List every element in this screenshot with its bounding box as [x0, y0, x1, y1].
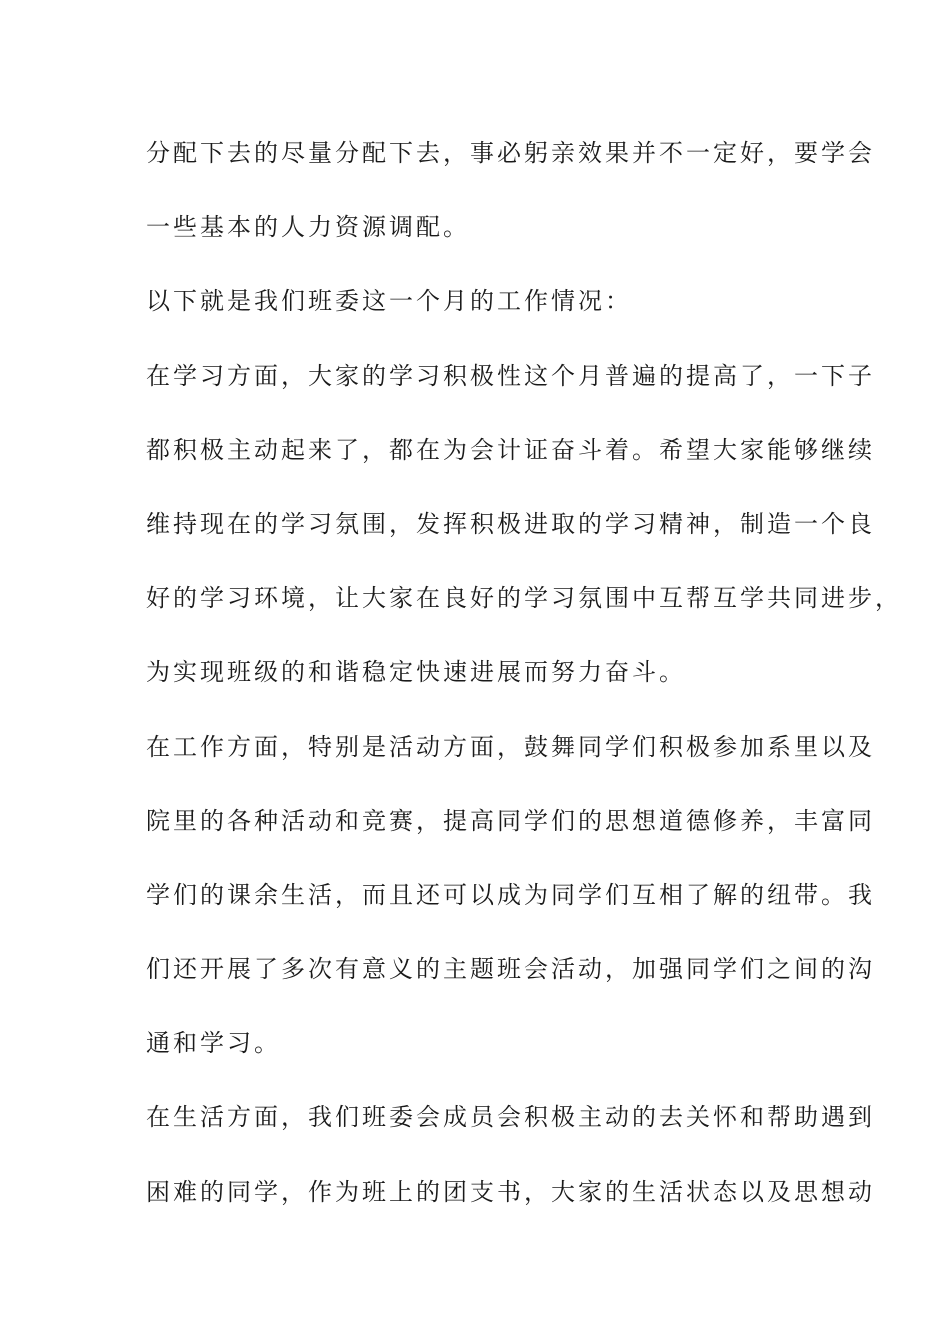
text-line: 在工作方面，特别是活动方面，鼓舞同学们积极参加系里以及 [146, 732, 875, 761]
text-line: 们还开展了多次有意义的主题班会活动，加强同学们之间的沟 [146, 955, 875, 984]
text-line: 为实现班级的和谐稳定快速进展而努力奋斗。 [146, 658, 686, 687]
text-line: 一些基本的人力资源调配。 [146, 213, 470, 242]
document-body [146, 131, 902, 1244]
text-line: 分配下去的尽量分配下去，事必躬亲效果并不一定好，要学会 [146, 139, 875, 167]
text-line: 困难的同学，作为班上的团支书，大家的生活状态以及思想动 [146, 1177, 875, 1206]
text-line: 学们的课余生活，而且还可以成为同学们互相了解的纽带。我 [146, 880, 875, 909]
text-line: 以下就是我们班委这一个月的工作情况： [146, 287, 632, 316]
text-line: 维持现在的学习氛围，发挥积极进取的学习精神，制造一个良 [146, 509, 875, 538]
text-line: 通和学习。 [146, 1029, 281, 1058]
text-line: 在学习方面，大家的学习积极性这个月普遍的提高了，一下子 [146, 361, 875, 390]
text-line: 好的学习环境，让大家在良好的学习氛围中互帮互学共同进步， [146, 584, 902, 613]
text-line: 院里的各种活动和竞赛，提高同学们的思想道德修养，丰富同 [146, 806, 875, 835]
text-line: 在生活方面，我们班委会成员会积极主动的去关怀和帮助遇到 [146, 1103, 875, 1132]
text-line: 都积极主动起来了，都在为会计证奋斗着。希望大家能够继续 [146, 435, 875, 464]
